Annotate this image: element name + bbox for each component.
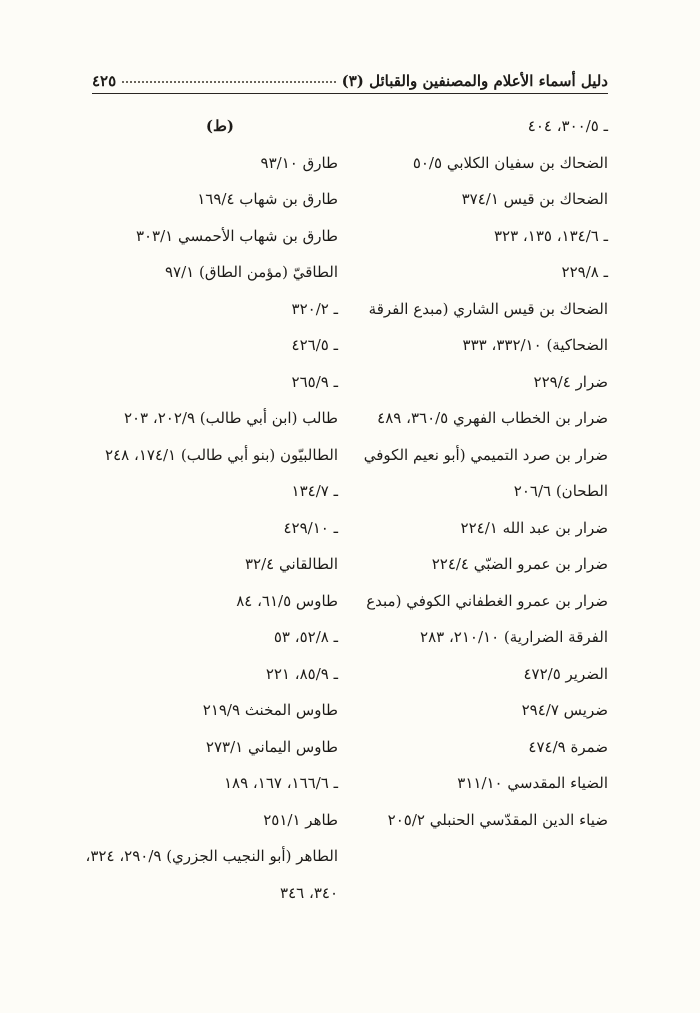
index-entry: ضرار بن عمرو الغطفاني الكوفي (مبدع — [366, 591, 608, 610]
index-entry: ضرار بن الخطاب الفهري ٣٦٠/٥، ٤٨٩ — [377, 409, 608, 427]
index-entry: الطالقاني ٣٢/٤ — [244, 555, 338, 573]
index-entry: الطحان) ٢٠٦/٦ — [513, 482, 608, 500]
index-entry: ضرار بن عبد الله ٢٢٤/١ — [460, 518, 608, 537]
index-entry: طاهر ٢٥١/١ — [263, 810, 338, 829]
index-column-right — [363, 108, 608, 838]
index-entry: ـ ١٦٦/٦، ١٦٧، ١٨٩ — [223, 774, 338, 792]
index-entry: الضحاك بن قيس الشاري (مبدع الفرقة — [368, 299, 608, 318]
index-entry: ضريس ٢٩٤/٧ — [521, 701, 608, 719]
index-entry: طاوس اليماني ٢٧٣/١ — [205, 737, 338, 756]
index-entry: ـ ٢٢٩/٨ — [561, 263, 608, 281]
index-entry: طاوس المخنث ٢١٩/٩ — [202, 701, 338, 719]
index-entry: ضرار ٢٢٩/٤ — [533, 372, 608, 391]
index-entry: ضمرة ٤٧٤/٩ — [528, 737, 608, 756]
index-entry: الضحاك بن سفيان الكلابي ٥٠/٥ — [412, 153, 608, 172]
index-entry: طارق بن شهاب ١٦٩/٤ — [197, 190, 338, 208]
index-entry: ـ ٣٢٠/٢ — [291, 299, 338, 318]
index-entry: طالب (ابن أبي طالب) ٢٠٢/٩، ٢٠٣ — [123, 409, 338, 427]
index-entry: ضياء الدين المقدّسي الحنبلي ٢٠٥/٢ — [387, 810, 608, 829]
running-header — [92, 60, 608, 90]
index-entry: ـ ٨٥/٩، ٢٢١ — [265, 664, 338, 683]
index-entry: الطالبيّون (بنو أبي طالب) ١٧٤/١، ٢٤٨ — [105, 445, 338, 464]
index-entry: طارق بن شهاب الأحمسي ٣٠٣/١ — [135, 226, 338, 245]
index-entry: ـ ١٣٤/٦، ١٣٥، ٣٢٣ — [493, 226, 608, 245]
index-entry: ـ ٤٢٩/١٠ — [283, 518, 338, 537]
index-entry: طاوس ٦١/٥، ٨٤ — [236, 591, 338, 610]
page-number: ٤٢٥ — [92, 72, 117, 90]
header-rule — [92, 93, 608, 94]
index-entry: ٣٤٠، ٣٤٦ — [280, 883, 338, 902]
index-column-left — [78, 108, 338, 911]
index-entry: ـ ٣٠٠/٥، ٤٠٤ — [527, 117, 608, 135]
index-entry: ـ ٥٢/٨، ٥٣ — [273, 628, 338, 646]
index-entry: ـ ٤٢٦/٥ — [291, 336, 338, 354]
running-header-title: دليل أسماء الأعلام والمصنفين والقبائل (٣) — [341, 72, 608, 90]
index-entry: ضرار بن عمرو الضبّي ٢٢٤/٤ — [431, 555, 608, 573]
index-entry: الفرقة الضرارية) ٢١٠/١٠، ٢٨٣ — [420, 628, 608, 646]
index-entry: الضحاكية) ٣٣٢/١٠، ٣٣٣ — [462, 336, 608, 354]
index-entry: الضياء المقدسي ٣١١/١٠ — [457, 774, 608, 792]
index-entry: طارق ٩٣/١٠ — [260, 153, 338, 172]
header-dot-leader — [122, 81, 335, 83]
index-entry: ـ ٢٦٥/٩ — [291, 372, 338, 391]
section-heading-ta: (ط) — [205, 117, 234, 135]
index-entry: ضرار بن صرد التميمي (أبو نعيم الكوفي — [363, 445, 608, 464]
index-entry: الضحاك بن قيس ٣٧٤/١ — [461, 190, 608, 208]
index-entry: الضرير ٤٧٢/٥ — [523, 664, 608, 683]
index-entry: الطاهر (أبو النجيب الجزري) ٢٩٠/٩، ٣٢٤، — [85, 847, 338, 865]
index-entry: ـ ١٣٤/٧ — [291, 482, 338, 500]
index-entry: الطاقيّ (مؤمن الطاق) ٩٧/١ — [164, 263, 338, 281]
